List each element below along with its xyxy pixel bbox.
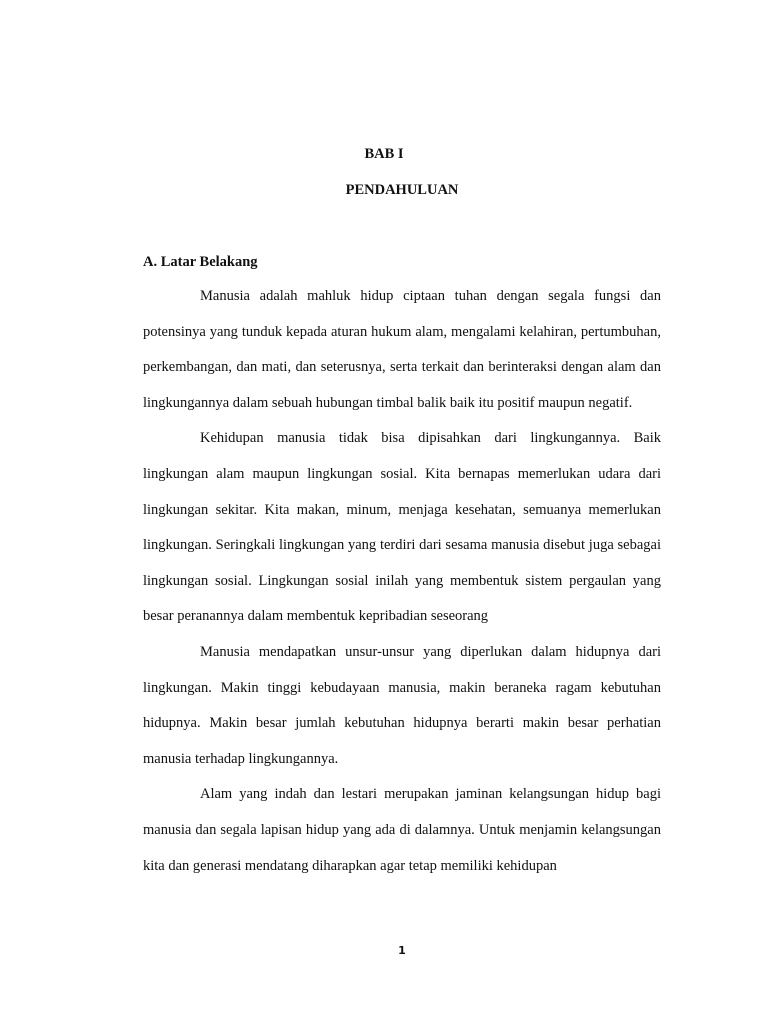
paragraph: Manusia adalah mahluk hidup ciptaan tuhan dengan segala fungsi dan potensinya yang tunduk kepada aturan hukum alam, mengalami kelahiran, pertumbuhan, perkembangan, dan mati, dan seterusnya, serta terkait dan berinteraksi dengan alam dan lingkungannya dalam sebuah hubungan timbal balik baik itu positif maupun negatif. [143, 288, 661, 411]
paragraph: Alam yang indah dan lestari merupakan jaminan kelangsungan hidup bagi manusia dan segala lapisan hidup yang ada di dalamnya. Untuk menjamin kelangsungan kita dan generasi mendatang diharapkan agar tetap memiliki kehidupan [143, 786, 661, 874]
paragraph: Kehidupan manusia tidak bisa dipisahkan dari lingkungannya. Baik lingkungan alam maupun lingkungan sosial. Kita bernapas memerlukan udara dari lingkungan sekitar. Kita makan, minum, menjaga kesehatan, semuanya memerlukan lingkungan. Seringkali lingkungan yang terdiri dari sesama manusia disebut juga sebagai lingkungan sosial. Lingkungan sosial inilah yang membentuk sistem pergaulan yang besar peranannya dalam membentuk kepribadian seseorang [143, 430, 661, 625]
section-heading: A. Latar Belakang [143, 254, 258, 270]
page-number: 1 [398, 944, 406, 957]
paragraph: Manusia mendapatkan unsur-unsur yang diperlukan dalam hidupnya dari lingkungan. Makin tinggi kebudayaan manusia, makin beraneka ragam kebutuhan hidupnya. Makin besar jumlah kebutuhan hidupnya berarti makin besar perhatian manusia terhadap lingkungannya. [143, 643, 661, 767]
body-text [143, 279, 661, 884]
chapter-number: BAB I [364, 146, 404, 162]
chapter-title: PENDAHULUAN [345, 182, 459, 198]
